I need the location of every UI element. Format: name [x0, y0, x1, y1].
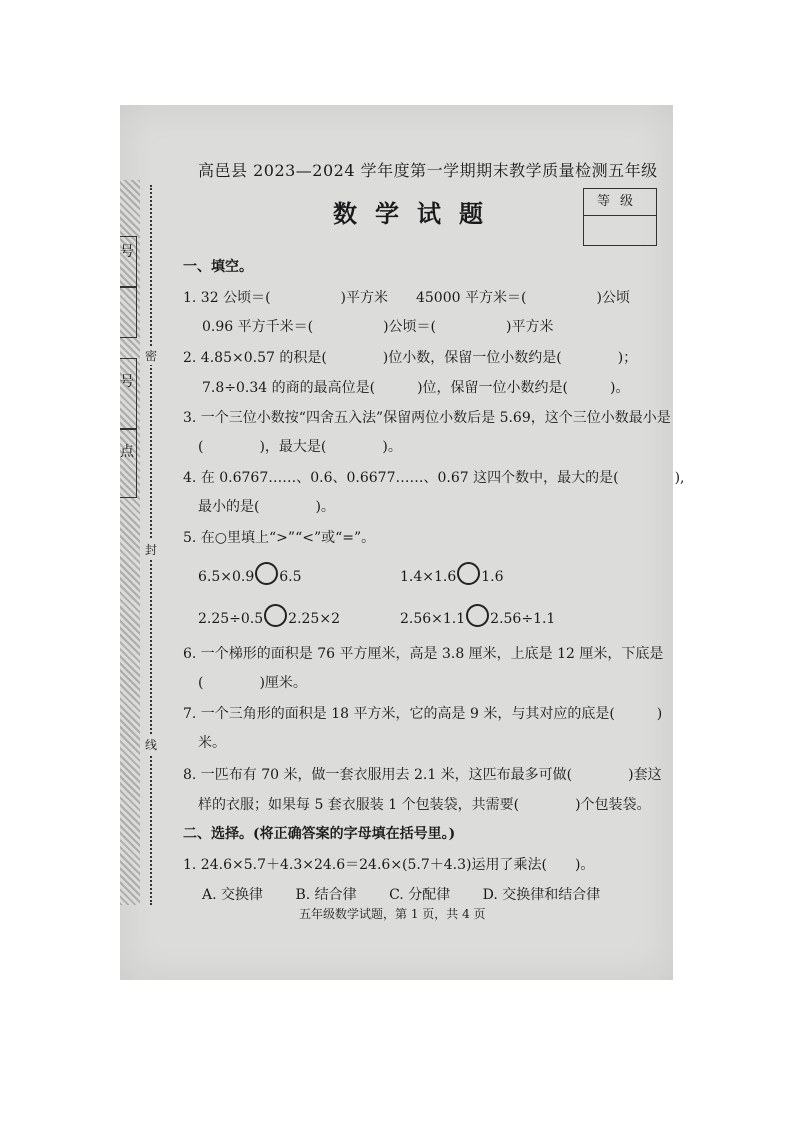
question-1-line-2: 0.96 平方千米＝( )公顷＝( )平方米: [202, 319, 554, 335]
seal-mark-mi: 密: [145, 346, 157, 365]
question-7-line-2: 米。: [198, 735, 226, 751]
question-1-line-1: 1. 32 公顷＝( )平方米 45000 平方米＝( )公顷: [183, 290, 630, 306]
question-4-line-2: 最小的是( )。: [198, 499, 335, 515]
grade-box: [583, 188, 657, 246]
question-3-line-1: 3. 一个三位小数按“四舍五入法”保留两位小数后是 5.69，这个三位小数最小是: [183, 410, 671, 426]
compare-item-2: 1.4×1.6 1.6: [400, 562, 504, 585]
side-info-box-2: [120, 286, 137, 338]
question-7-line-1: 7. 一个三角形的面积是 18 平方米，它的高是 9 米，与其对应的底是( ): [183, 706, 663, 722]
question-2-line-2: 7.8÷0.34 的商的最高位是( )位，保留一位小数约是( )。: [202, 380, 630, 396]
question-2-line-1: 2. 4.85×0.57 的积是( )位小数，保留一位小数约是( )；: [183, 350, 638, 366]
page-footer: 五年级数学试题，第 1 页，共 4 页: [299, 907, 486, 921]
question-3-line-2: ( )，最大是( )。: [198, 439, 402, 455]
compare-circle-3[interactable]: [264, 604, 287, 627]
section-fill-blank: 一、填空。: [183, 259, 253, 275]
grade-label: 等级: [584, 189, 656, 216]
compare-item-3: 2.25÷0.5 2.25×2: [198, 604, 340, 627]
side-info-box-3: 号: [120, 358, 137, 430]
side-info-box-4: 点: [120, 428, 137, 498]
section-multiple-choice: 二、选择。(将正确答案的字母填在括号里。): [183, 826, 456, 842]
question-5: 5. 在○里填上“>”“<”或“=”。: [183, 530, 376, 546]
question-6-line-2: ( )厘米。: [198, 675, 307, 691]
side-info-box-1: 号: [120, 236, 137, 288]
exam-header: 高邑县 2023—2024 学年度第一学期期末教学质量检测五年级: [198, 161, 658, 180]
compare-item-4: 2.56×1.1 2.56÷1.1: [400, 604, 555, 627]
compare-circle-4[interactable]: [466, 604, 489, 627]
seal-mark-feng: 封: [145, 540, 157, 559]
question-8-line-1: 8. 一匹布有 70 米，做一套衣服用去 2.1 米，这匹布最多可做( )套这: [183, 767, 662, 783]
question-4-line-1: 4. 在 0.6767……、0.6、0.6677……、0.67 这四个数中，最大的是( ),: [183, 470, 685, 486]
compare-circle-1[interactable]: [255, 562, 278, 585]
choice-question-1-options: A. 交换律 B. 结合律 C. 分配律 D. 交换律和结合律: [202, 887, 601, 903]
question-8-line-2: 样的衣服；如果每 5 套衣服装 1 个包装袋，共需要( )个包装袋。: [198, 797, 651, 813]
question-6-line-1: 6. 一个梯形的面积是 76 平方厘米，高是 3.8 厘米，上底是 12 厘米，下底是: [183, 646, 664, 662]
page-title: 数学试题: [333, 199, 501, 228]
seal-mark-xian: 线: [145, 735, 157, 754]
compare-circle-2[interactable]: [457, 562, 480, 585]
choice-question-1: 1. 24.6×5.7＋4.3×24.6＝24.6×(5.7＋4.3)运用了乘法( )。: [183, 857, 595, 873]
compare-item-1: 6.5×0.9 6.5: [198, 562, 302, 585]
